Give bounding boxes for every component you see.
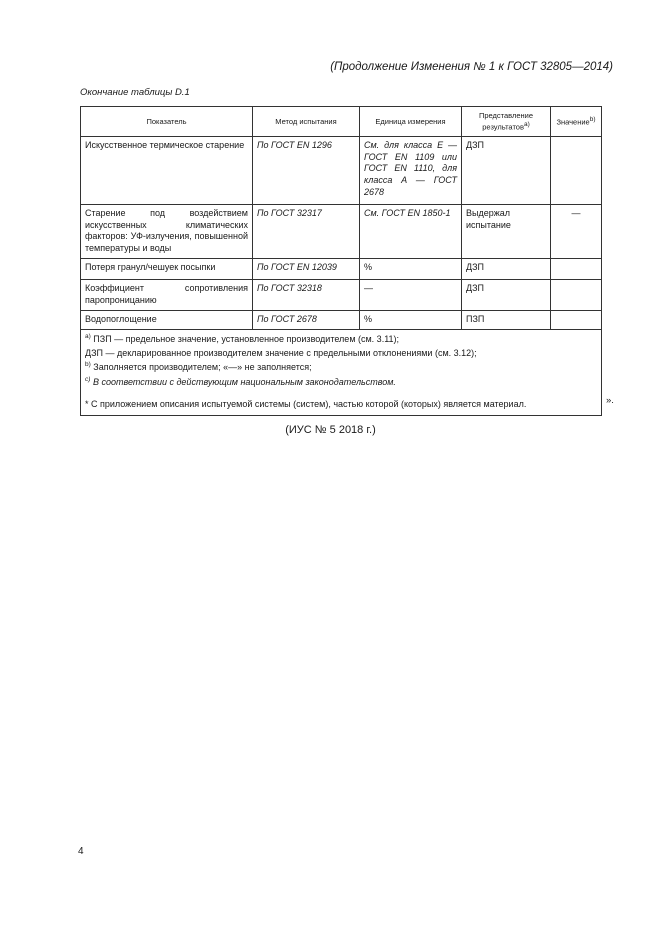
note-b bbox=[85, 361, 597, 374]
table-header-row bbox=[81, 107, 602, 137]
table-notes bbox=[81, 330, 602, 416]
cell-indicator: Водопоглощение bbox=[81, 311, 253, 330]
note-a-text: ПЗП — предельное значение, установленное производителем (см. 3.11); bbox=[93, 334, 400, 344]
table-notes-row bbox=[81, 330, 602, 416]
col-header-method: Метод испытания bbox=[253, 107, 360, 137]
cell-value bbox=[551, 280, 602, 311]
continuation-header: (Продолжение Изменения № 1 к ГОСТ 32805—2014) bbox=[330, 61, 613, 73]
table-row bbox=[81, 259, 602, 280]
note-b-text: Заполняется производителем; «—» не заполняется; bbox=[93, 362, 312, 373]
cell-method: По ГОСТ EN 12039 bbox=[253, 259, 360, 280]
cell-value bbox=[551, 259, 602, 280]
col-header-indicator: Показатель bbox=[81, 107, 253, 137]
cell-presentation: ДЗП bbox=[462, 259, 551, 280]
note-a bbox=[85, 333, 597, 346]
cell-unit: См. для класса Е — ГОСТ EN 1109 или ГОСТ EN 1110, для класса А — ГОСТ 2678 bbox=[360, 137, 462, 205]
cell-unit: См. ГОСТ EN 1850-1 bbox=[360, 205, 462, 259]
footnote-mark-a: а) bbox=[523, 120, 530, 128]
col-header-unit: Единица измерения bbox=[360, 107, 462, 137]
cell-presentation: ДЗП bbox=[462, 280, 551, 311]
note-c-mark: с) bbox=[85, 376, 91, 384]
cell-method: По ГОСТ EN 1296 bbox=[253, 137, 360, 205]
cell-indicator: Коэффициент сопротивления паропроницанию bbox=[81, 280, 253, 311]
table-row bbox=[81, 280, 602, 311]
page-number: 4 bbox=[78, 846, 84, 857]
cell-value bbox=[551, 311, 602, 330]
requirements-table bbox=[80, 106, 602, 416]
col-header-presentation bbox=[462, 107, 551, 137]
cell-method: По ГОСТ 32317 bbox=[253, 205, 360, 259]
cell-presentation: Выдержал испытание bbox=[462, 205, 551, 259]
cell-presentation: ПЗП bbox=[462, 311, 551, 330]
cell-presentation: ДЗП bbox=[462, 137, 551, 205]
col-header-value-label: Значение bbox=[556, 117, 590, 127]
closing-quote: ». bbox=[606, 395, 614, 406]
note-star: * С приложением описания испытуемой системы (систем), частью которой (которых) является материал. bbox=[85, 398, 527, 409]
cell-value: — bbox=[551, 205, 602, 259]
cell-indicator: Искусственное термическое старение bbox=[81, 137, 253, 205]
table-row bbox=[81, 311, 602, 330]
col-header-presentation-label: Представление результатов bbox=[478, 111, 534, 132]
ius-reference: (ИУС № 5 2018 г.) bbox=[285, 424, 376, 436]
col-header-value bbox=[551, 107, 602, 137]
note-a-mark: а) bbox=[85, 333, 91, 340]
cell-unit: % bbox=[360, 311, 462, 330]
cell-method: По ГОСТ 32318 bbox=[253, 280, 360, 311]
footnote-mark-b: b) bbox=[589, 115, 596, 123]
table-caption: Окончание таблицы D.1 bbox=[80, 87, 190, 98]
cell-indicator: Потеря гранул/чешуек посыпки bbox=[81, 259, 253, 280]
cell-method: По ГОСТ 2678 bbox=[253, 311, 360, 330]
cell-value bbox=[551, 137, 602, 205]
note-c-text: В соответствии с действующим национальным законодательством. bbox=[92, 377, 396, 388]
table-row bbox=[81, 137, 602, 205]
cell-indicator: Старение под воздействием искусственных климатических факторов: УФ-излучения, повышенной температуры и воды bbox=[81, 205, 253, 259]
table-row bbox=[81, 205, 602, 259]
note-a-continuation: ДЗП — декларированное производителем значение с предельными отклонениями (см. 3.12); bbox=[85, 347, 477, 358]
cell-unit: — bbox=[360, 280, 462, 311]
note-b-mark: b) bbox=[85, 361, 91, 369]
note-c bbox=[85, 376, 597, 389]
cell-unit: % bbox=[360, 259, 462, 280]
